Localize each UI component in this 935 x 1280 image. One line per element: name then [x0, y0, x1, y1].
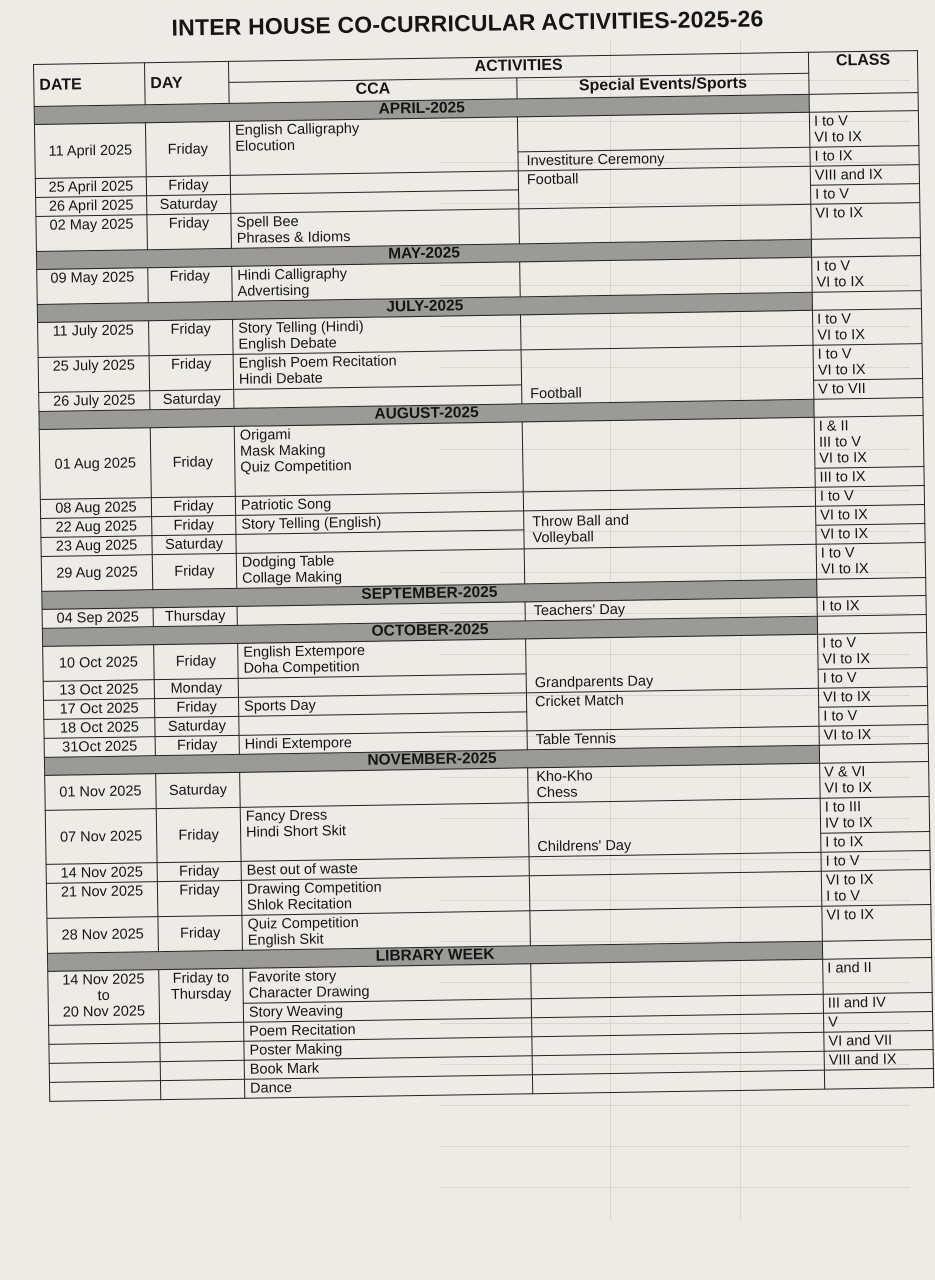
class-text: VI to IX [825, 871, 874, 889]
day-cell: Saturday [155, 716, 239, 736]
day-cell: Friday [157, 861, 241, 881]
date-cell [49, 1024, 160, 1045]
day-cell [160, 1079, 244, 1099]
date-cell: 07 Nov 2025 [45, 809, 157, 865]
activities-table-wrapper [33, 50, 933, 1102]
month-label: AUGUST-2025 [39, 399, 814, 429]
date-cell: 22 Aug 2025 [41, 517, 152, 538]
class-cell [814, 416, 924, 469]
date-cell: 01 Aug 2025 [39, 428, 151, 500]
date-cell: 01 Nov 2025 [45, 774, 157, 811]
date-cell: 04 Sep 2025 [42, 608, 153, 629]
class-header: CLASS [808, 51, 918, 95]
day-cell: Thursday [153, 606, 237, 626]
cca-cell [240, 768, 529, 808]
special-cell: Table Tennis [527, 726, 819, 750]
cca-cell [241, 876, 530, 916]
cca-cell [233, 315, 522, 355]
date-cell [49, 1043, 160, 1064]
class-text: VI to IX [816, 273, 865, 291]
date-cell: 18 Oct 2025 [44, 718, 155, 739]
day-cell: Saturday [147, 194, 231, 214]
date-cell: 25 April 2025 [35, 177, 146, 198]
date-cell: 13 Oct 2025 [43, 680, 154, 701]
class-cell: VI to IX [811, 203, 921, 240]
class-text: I to V [817, 311, 852, 328]
month-label: OCTOBER-2025 [42, 616, 817, 646]
cca-text: Fancy Dress [245, 807, 328, 825]
day-cell: Monday [154, 678, 238, 698]
class-text: I to V [820, 545, 855, 562]
cca-cell [232, 262, 521, 302]
date-cell: 23 Aug 2025 [41, 536, 152, 557]
class-text: VI to IX [814, 128, 862, 146]
special-cell [524, 544, 817, 584]
cca-cell [238, 639, 527, 679]
date-cell: 08 Aug 2025 [40, 498, 151, 519]
cca-text: Spell Bee [236, 213, 299, 231]
class-text: VI to IX [820, 560, 869, 578]
class-cell: V [824, 1011, 933, 1032]
class-cell: VI to IX [818, 687, 927, 708]
class-text: I to III [824, 799, 862, 816]
day-text: Friday to [172, 970, 230, 987]
day-cell [160, 1060, 244, 1080]
date-cell [48, 970, 160, 1026]
class-cell: I to IX [810, 146, 919, 167]
special-cell: Childrens' Day [528, 798, 821, 857]
day-cell [160, 1041, 244, 1061]
special-cell [522, 417, 815, 492]
cca-cell [242, 911, 531, 951]
date-cell: 29 Aug 2025 [41, 555, 153, 592]
date-cell: 02 May 2025 [36, 215, 148, 252]
day-cell: Saturday [152, 534, 236, 554]
class-cell [821, 870, 931, 907]
date-cell: 31Oct 2025 [44, 737, 155, 758]
day-cell: Friday [158, 915, 243, 951]
cca-cell: Poster Making [244, 1037, 532, 1061]
class-cell: I to V [818, 668, 927, 689]
special-cell: Cricket Match [526, 688, 819, 731]
class-cell: VIII and IX [810, 165, 919, 186]
day-cell: Friday [150, 426, 235, 497]
date-cell: 17 Oct 2025 [43, 699, 154, 720]
day-cell: Friday [157, 880, 242, 916]
day-cell: Friday [148, 266, 233, 302]
class-text: IV to IX [824, 814, 873, 832]
special-text: Volleyball [532, 528, 594, 546]
date-text: 14 Nov 2025 [62, 971, 145, 989]
day-cell: Saturday [156, 772, 241, 808]
class-cell: III and IV [823, 992, 932, 1013]
class-cell [809, 111, 919, 148]
cca-text: English Poem Recitation [238, 353, 397, 372]
cca-cell: Story Weaving [243, 999, 531, 1023]
date-cell [49, 1081, 160, 1102]
special-text: Throw Ball and [532, 512, 630, 530]
date-cell: 11 April 2025 [34, 123, 146, 179]
cca-text: Hindi Calligraphy [237, 266, 348, 284]
class-cell: VI to IX [822, 905, 932, 942]
cca-text: English Debate [238, 335, 337, 353]
month-label: NOVEMBER-2025 [44, 745, 819, 775]
day-cell [160, 1022, 244, 1042]
date-cell: 11 July 2025 [38, 321, 150, 358]
special-cell [532, 1070, 824, 1094]
class-text: I to V [816, 258, 851, 275]
day-cell: Friday [145, 121, 230, 176]
special-cell: Football [521, 345, 814, 404]
month-label: APRIL-2025 [34, 94, 809, 124]
cca-text: Origami [239, 427, 291, 444]
date-header: DATE [34, 63, 146, 107]
class-cell: VI to IX [816, 505, 925, 526]
date-cell [49, 1062, 160, 1083]
activities-table [33, 50, 934, 1102]
month-label: SEPTEMBER-2025 [42, 579, 817, 609]
class-cell: I to V [811, 184, 920, 205]
class-text: I & II [818, 418, 849, 435]
cca-text: Dodging Table [241, 553, 335, 571]
cca-cell: Poem Recitation [244, 1018, 532, 1042]
cca-text: Advertising [237, 282, 310, 300]
class-text: III to V [818, 434, 862, 451]
cca-text: Favorite story [248, 968, 337, 986]
class-cell [818, 633, 928, 670]
day-cell: Saturday [150, 389, 234, 409]
cca-text: English Skit [247, 931, 324, 949]
activities-header: ACTIVITIES [228, 52, 808, 82]
class-text: I to V [813, 113, 848, 130]
date-cell: 28 Nov 2025 [47, 917, 159, 954]
day-header: DAY [144, 61, 229, 104]
class-cell: VIII and IX [824, 1049, 933, 1070]
month-label: MAY-2025 [36, 239, 811, 269]
cca-text: Quiz Competition [247, 914, 359, 933]
cca-cell: Story Telling (English) [236, 511, 524, 535]
cca-text: English Calligraphy [234, 120, 360, 139]
class-cell [820, 762, 930, 799]
class-cell [824, 1068, 933, 1089]
cca-cell [234, 422, 523, 497]
special-cell [519, 204, 812, 244]
class-cell [812, 256, 922, 293]
class-cell: III to IX [815, 467, 924, 488]
special-cell [517, 112, 810, 152]
special-cell [524, 506, 817, 549]
class-text: VI to IX [817, 361, 866, 379]
day-cell: Friday [149, 319, 234, 355]
page-title: INTER HOUSE CO-CURRICULAR ACTIVITIES-2025-26 [171, 5, 764, 41]
cca-cell: Sports Day [238, 693, 526, 717]
cca-cell: Hindi Extempore [239, 731, 527, 755]
class-cell [812, 309, 922, 346]
date-cell: 14 Nov 2025 [46, 863, 157, 884]
special-cell [529, 871, 822, 911]
cca-text: Phrases & Idioms [236, 229, 351, 247]
special-text: Kho-Kho [536, 768, 593, 786]
class-text: VI to IX [817, 326, 866, 344]
special-cell [531, 959, 824, 999]
cca-text: Doha Competition [243, 658, 360, 677]
cca-cell [243, 964, 532, 1004]
class-cell: I to V [821, 851, 930, 872]
cca-cell: Patriotic Song [235, 492, 523, 516]
day-cell: Friday [154, 697, 238, 717]
day-cell: Friday [146, 175, 230, 195]
cca-text: Drawing Competition [246, 879, 382, 898]
special-cell: Grandparents Day [526, 634, 819, 693]
month-label: JULY-2025 [37, 292, 812, 322]
cca-text: Hindi Short Skit [245, 823, 347, 841]
cca-text: Story Telling (Hindi) [238, 318, 364, 337]
day-text: Thursday [170, 986, 232, 1003]
cca-text: Collage Making [241, 569, 343, 587]
class-cell: I to V [815, 486, 924, 507]
class-cell: I to IX [817, 596, 926, 617]
cca-text: Quiz Competition [240, 458, 352, 476]
date-cell: 26 April 2025 [36, 196, 147, 217]
date-cell: 26 July 2025 [39, 391, 150, 412]
cca-header: CCA [229, 78, 517, 104]
cca-cell [236, 549, 525, 589]
class-text: V & VI [824, 764, 866, 781]
cca-text: Hindi Debate [238, 370, 323, 388]
special-header: Special Events/Sports [517, 73, 809, 99]
month-label: LIBRARY WEEK [47, 941, 822, 971]
special-cell [521, 310, 814, 350]
class-text: VI to IX [824, 779, 873, 797]
cca-cell: Dance [244, 1075, 532, 1099]
cca-text: Character Drawing [248, 983, 370, 1002]
cca-cell [233, 350, 522, 390]
day-cell: Friday [152, 553, 237, 589]
cca-text: Shlok Recitation [247, 896, 353, 914]
cca-text: Elocution [235, 137, 296, 155]
special-cell [520, 257, 813, 297]
class-cell: VI and VII [824, 1030, 933, 1051]
class-cell: I to V [819, 706, 928, 727]
cca-cell [229, 117, 518, 176]
cca-cell [240, 803, 529, 862]
class-text: I to V [817, 346, 852, 363]
class-cell: I and II [823, 957, 933, 994]
class-text: I to V [822, 635, 857, 652]
special-text: Chess [536, 784, 578, 802]
special-cell: Football [518, 166, 811, 209]
cca-text: English Extempore [243, 642, 366, 661]
cca-cell [231, 209, 520, 249]
special-cell [530, 906, 823, 946]
day-cell [159, 968, 244, 1023]
day-cell: Friday [147, 213, 232, 249]
date-text: 20 Nov 2025 [62, 1003, 146, 1021]
date-cell: 10 Oct 2025 [43, 645, 155, 682]
class-text: VI to IX [822, 650, 871, 668]
day-cell: Friday [156, 807, 241, 862]
day-cell: Friday [149, 354, 234, 390]
special-cell: Investiture Ceremony [518, 147, 810, 171]
cca-cell: Book Mark [244, 1056, 532, 1080]
class-text: I to V [826, 888, 861, 905]
class-cell: VI to IX [819, 725, 928, 746]
special-cell: Teachers' Day [525, 597, 817, 621]
class-text: VI to IX [819, 449, 867, 467]
class-cell [813, 344, 923, 381]
day-cell: Friday [154, 643, 239, 679]
day-cell: Friday [151, 496, 235, 516]
day-cell: Friday [152, 515, 236, 535]
class-cell: I to IX [821, 832, 930, 853]
class-cell: VI to IX [816, 524, 925, 545]
day-cell: Friday [155, 735, 239, 755]
special-cell [528, 763, 821, 803]
class-cell [816, 543, 926, 580]
date-text: to [97, 987, 110, 1005]
date-cell: 09 May 2025 [37, 268, 149, 305]
date-cell: 25 July 2025 [38, 356, 150, 393]
cca-text: Mask Making [239, 442, 326, 460]
cca-cell: Best out of waste [241, 857, 529, 881]
date-cell: 21 Nov 2025 [46, 882, 158, 919]
class-cell: V to VII [814, 379, 923, 400]
class-cell [820, 797, 930, 834]
